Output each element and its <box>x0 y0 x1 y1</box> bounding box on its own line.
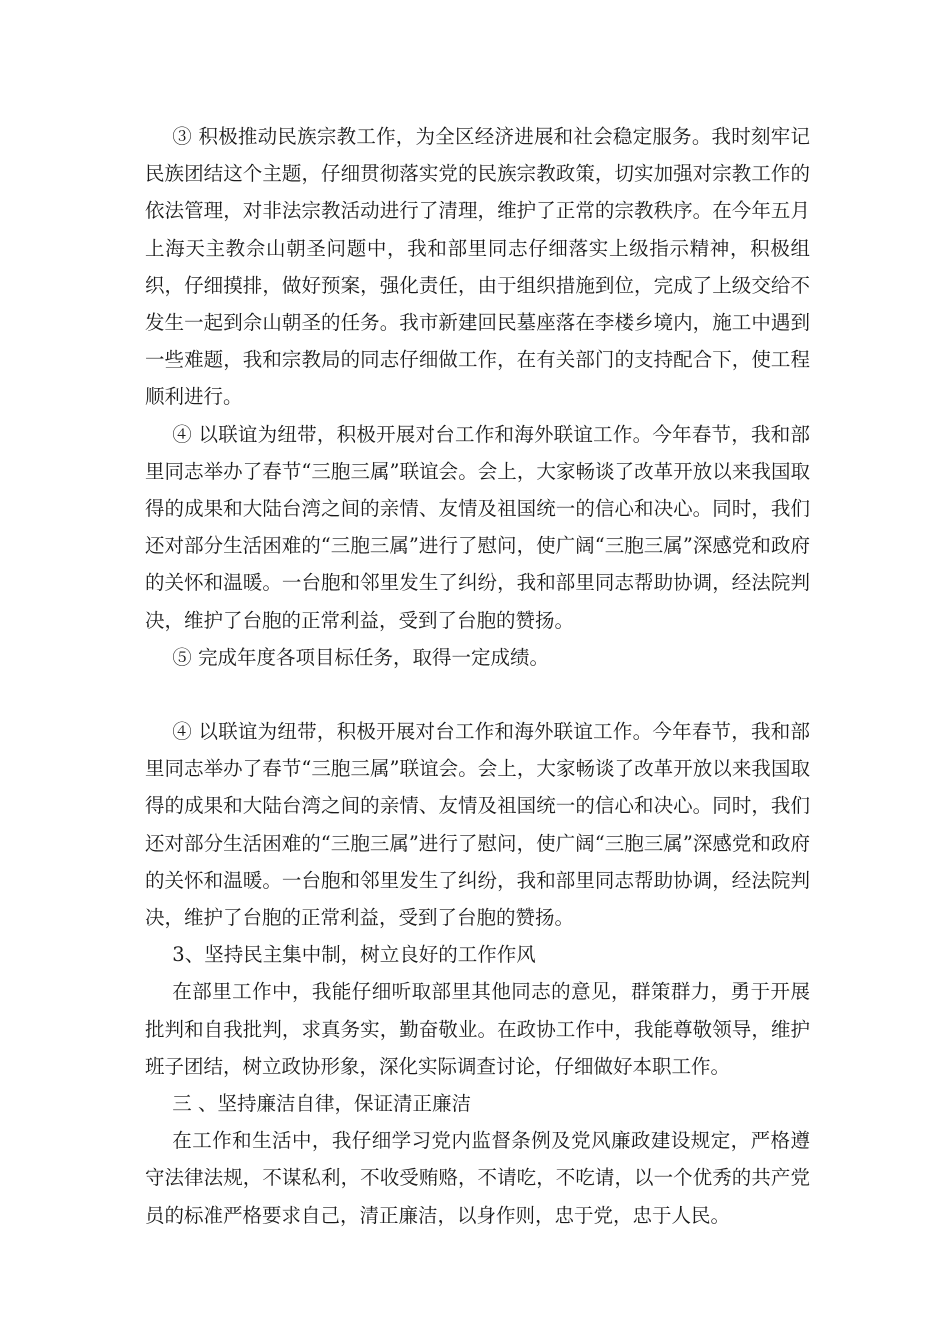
paragraph-ethnic-religious-work: ③ 积极推动民族宗教工作，为全区经济进展和社会稳定服务。我时刻牢记民族团结这个主题，仔细贯彻落实党的民族宗教政策，切实加强对宗教工作的依法管理，对非法宗教活动进行了清理，维护了正常的宗教秩序。在今年五月上海天主教佘山朝圣问题中，我和部里同志仔细落实上级指示精神，积极组织，仔细摸排，做好预案，强化责任，由于组织措施到位，完成了上级交给不发生一起到佘山朝圣的任务。我市新建回民墓座落在李楼乡境内，施工中遇到一些难题，我和宗教局的同志仔细做工作，在有关部门的支持配合下，使工程顺利进行。 <box>145 125 810 409</box>
paragraph-taiwan-liaison-work: ④ 以联谊为纽带，积极开展对台工作和海外联谊工作。今年春节，我和部里同志举办了春节“三胞三属”联谊会。会上，大家畅谈了改革开放以来我国取得的成果和大陆台湾之间的亲情、友情及祖国统一的信心和决心。同时，我们还对部分生活困难的“三胞三属”进行了慰问，使广阔“三胞三属”深感党和政府的关怀和温暖。一台胞和邻里发生了纠纷，我和部里同志帮助协调，经法院判决，维护了台胞的正常利益，受到了台胞的赞扬。 <box>145 422 810 632</box>
document-body <box>145 118 810 1234</box>
paragraph-work-style: 在部里工作中，我能仔细听取部里其他同志的意见，群策群力，勇于开展批判和自我批判，求真务实，勤奋敬业。在政协工作中，我能尊敬领导，维护班子团结，树立政协形象，深化实际调查讨论，仔细做好本职工作。 <box>145 980 810 1078</box>
paragraph-taiwan-liaison-work-repeat: ④ 以联谊为纽带，积极开展对台工作和海外联谊工作。今年春节，我和部里同志举办了春节“三胞三属”联谊会。会上，大家畅谈了改革开放以来我国取得的成果和大陆台湾之间的亲情、友情及祖国统一的信心和决心。同时，我们还对部分生活困难的“三胞三属”进行了慰问，使广阔“三胞三属”深感党和政府的关怀和温暖。一台胞和邻里发生了纠纷，我和部里同志帮助协调，经法院判决，维护了台胞的正常利益，受到了台胞的赞扬。 <box>145 720 810 930</box>
paragraph-integrity: 在工作和生活中，我仔细学习党内监督条例及党风廉政建设规定，严格遵守法律法规，不谋私利，不收受贿赂，不请吃，不吃请，以一个优秀的共产党员的标准严格要求自己，清正廉洁，以身作则，忠于党，忠于人民。 <box>145 1129 810 1227</box>
section-heading-integrity: 三 、坚持廉洁自律，保证清正廉洁 <box>172 1092 471 1116</box>
paragraph-annual-targets: ⑤ 完成年度各项目标任务，取得一定成绩。 <box>172 645 549 669</box>
section-heading-democratic-centralism: 3、坚持民主集中制，树立良好的工作作风 <box>172 943 536 967</box>
